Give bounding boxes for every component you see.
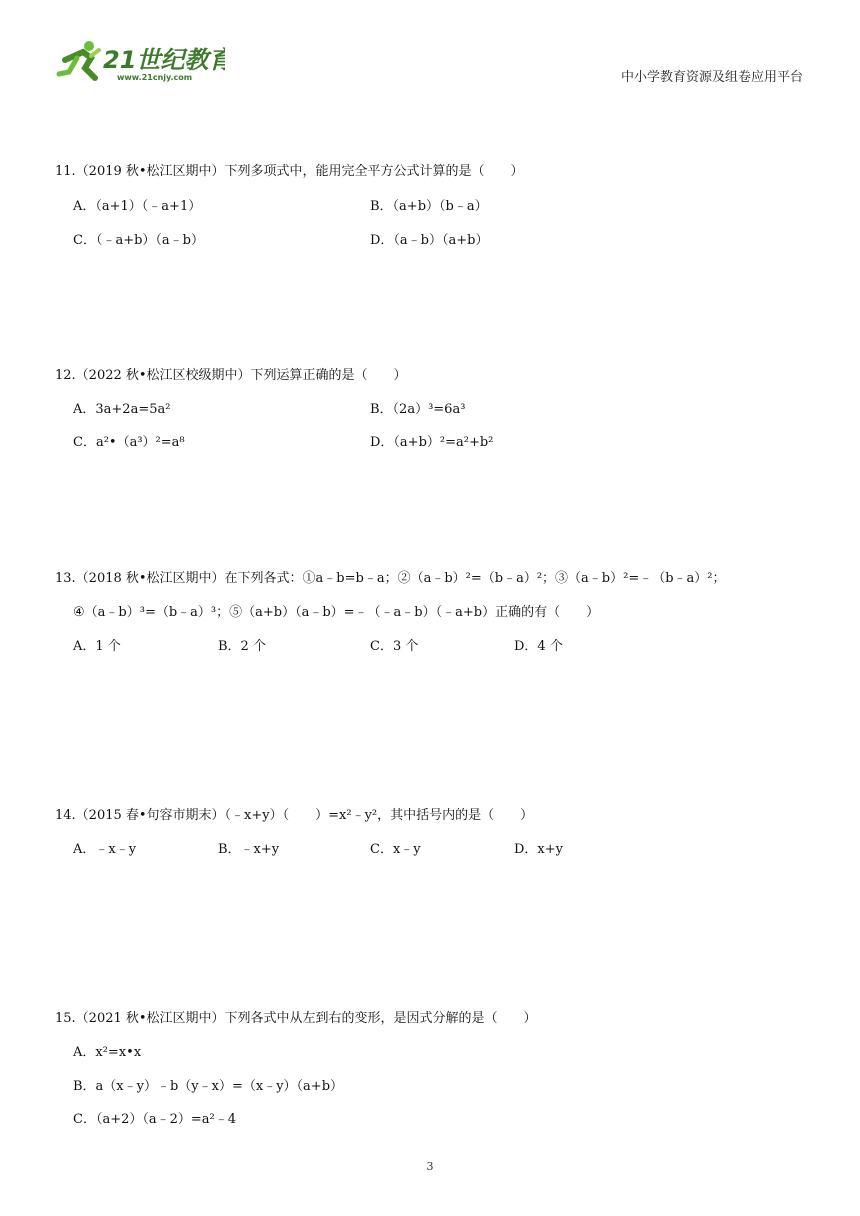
q13-option-c: C．3 个	[370, 639, 419, 654]
logo-url: www.21cnjy.com	[117, 73, 193, 82]
question-13-stem-line2: ④（a﹣b）³=（b﹣a）³；⑤（a+b）（a﹣b）=﹣（﹣a﹣b）（﹣a+b）正确的有（ ）	[73, 605, 600, 620]
q15-option-c: C．（a+2）（a﹣2）=a²﹣4	[73, 1112, 237, 1127]
q15-option-a: A．x²=x•x	[73, 1045, 142, 1060]
page-number: 3	[426, 1160, 434, 1173]
question-15-stem: 15.（2021 秋•松江区期中）下列各式中从左到右的变形，是因式分解的是（ ）	[55, 1011, 537, 1026]
logo-wordmark: 21世纪教育	[103, 46, 225, 74]
q14-option-b: B．﹣x+y	[218, 842, 280, 857]
q13-option-d: D．4 个	[514, 639, 563, 654]
q11-option-a: A．（a+1）（﹣a+1）	[73, 199, 202, 214]
q13-option-b: B．2 个	[218, 639, 266, 654]
question-11-stem: 11.（2019 秋•松江区期中）下列多项式中，能用完全平方公式计算的是（ ）	[55, 164, 524, 179]
q11-option-c: C．（﹣a+b）（a﹣b）	[73, 233, 204, 248]
q14-option-c: C．x﹣y	[370, 842, 421, 857]
q12-option-c: C．a²•（a³）²=a⁸	[73, 435, 185, 450]
q15-option-b: B．a（x﹣y）﹣b（y﹣x）=（x﹣y）（a+b）	[73, 1079, 344, 1094]
site-logo	[55, 38, 225, 86]
runner-logo-icon	[55, 38, 225, 86]
q14-option-d: D．x+y	[514, 842, 563, 857]
q11-option-d: D．（a﹣b）（a+b）	[370, 233, 489, 248]
q13-option-a: A．1 个	[73, 639, 121, 654]
question-12-stem: 12.（2022 秋•松江区校级期中）下列运算正确的是（ ）	[55, 368, 407, 383]
q12-option-b: B．（2a）³=6a³	[370, 402, 466, 417]
question-13-stem-line1: 13.（2018 秋•松江区期中）在下列各式：①a﹣b=b﹣a；②（a﹣b）²=（b﹣a）²；③（a﹣b）²=﹣（b﹣a）²；	[55, 571, 726, 586]
q11-option-b: B．（a+b）（b﹣a）	[370, 199, 488, 214]
q12-option-a: A．3a+2a=5a²	[73, 402, 171, 417]
q12-option-d: D．（a+b）²=a²+b²	[370, 435, 494, 450]
question-14-stem: 14.（2015 春•句容市期末）（﹣x+y）（ ）=x²﹣y²，其中括号内的是（ ）	[55, 808, 534, 823]
q14-option-a: A．﹣x﹣y	[73, 842, 137, 857]
platform-name: 中小学教育资源及组卷应用平台	[620, 70, 803, 85]
